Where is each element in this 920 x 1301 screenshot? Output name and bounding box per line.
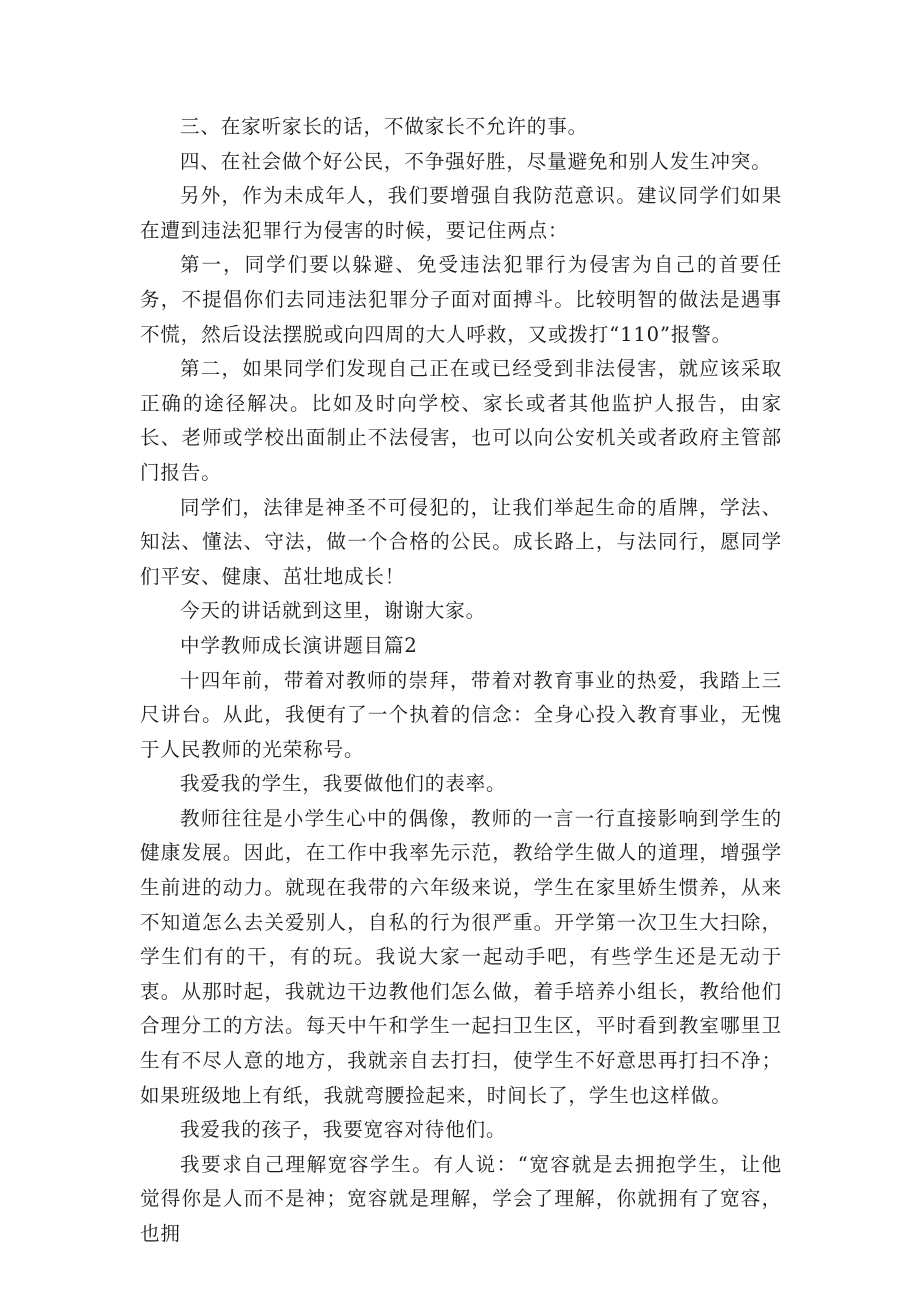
paragraph: 三、在家听家长的话，不做家长不允许的事。 xyxy=(180,115,589,138)
document-body xyxy=(140,110,782,1252)
paragraph: 教师往往是小学生心中的偶像，教师的一言一行直接影响到学生的健康发展。因此，在工作中我率先示范，教给学生做人的道理，增强学生前进的动力。就现在我带的六年级来说，学生在家里娇生惯养，从来不知道怎么去关爱别人，自私的行为很严重。开学第一次卫生大扫除，学生们有的干，有的玩。我说大家一起动手吧，有些学生还是无动于衷。从那时起，我就边干边教他们怎么做，着手培养小组长，教给他们合理分工的方法。每天中午和学生一起扫卫生区，平时看到教室哪里卫生有不尽人意的地方，我就亲自去打扫，使学生不好意思再打扫不净；如果班级地上有纸，我就弯腰捡起来，时间长了，学生也这样做。 xyxy=(140,806,782,1107)
paragraph: 今天的讲话就到这里，谢谢大家。 xyxy=(180,599,487,623)
paragraph: 同学们，法律是神圣不可侵犯的，让我们举起生命的盾牌，学法、知法、懂法、守法，做一个合格的公民。成长路上，与法同行，愿同学们平安、健康、茁壮地成长！ xyxy=(140,495,782,588)
paragraph: 第一，同学们要以躲避、免受违法犯罪行为侵害为自己的首要任务，不提倡你们去同违法犯罪分子面对面搏斗。比较明智的做法是遇事不慌，然后设法摆脱或向四周的大人呼救，又或拨打“110”报警。 xyxy=(140,253,782,346)
paragraph: 我爱我的孩子，我要宽容对待他们。 xyxy=(180,1118,507,1142)
paragraph: 另外，作为未成年人，我们要增强自我防范意识。建议同学们如果在遭到违法犯罪行为侵害的时候，要记住两点： xyxy=(140,184,782,242)
paragraph: 第二，如果同学们发现自己正在或已经受到非法侵害，就应该采取正确的途径解决。比如及时向学校、家长或者其他监护人报告，由家长、老师或学校出面制止不法侵害，也可以向公安机关或者政府主管部门报告。 xyxy=(140,357,782,484)
paragraph: 四、在社会做个好公民，不争强好胜，尽量避免和别人发生冲突。 xyxy=(180,149,772,173)
section-title: 中学教师成长演讲题目篇2 xyxy=(180,633,418,657)
paragraph: 我爱我的学生，我要做他们的表率。 xyxy=(180,772,507,796)
paragraph: 十四年前，带着对教师的崇拜，带着对教育事业的热爱，我踏上三尺讲台。从此，我便有了一个执着的信念：全身心投入教育事业，无愧于人民教师的光荣称号。 xyxy=(140,668,782,761)
paragraph: 我要求自己理解宽容学生。有人说：“宽容就是去拥抱学生，让他觉得你是人而不是神；宽容就是理解，学会了理解，你就拥有了宽容，也拥 xyxy=(140,1152,782,1245)
